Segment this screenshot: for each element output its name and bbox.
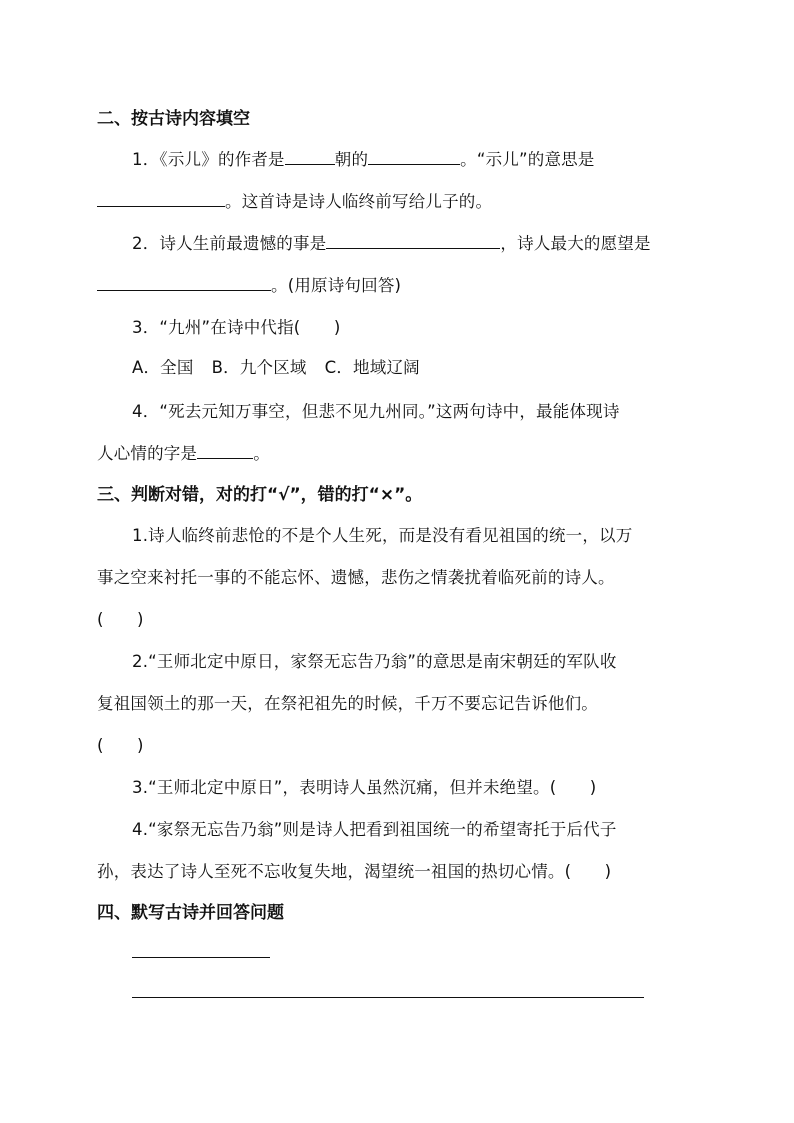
q2-text-c: 。(用原诗句回答) — [271, 276, 402, 295]
section-2-heading: 二、按古诗内容填空 — [97, 109, 250, 129]
j2-line-2: 复祖国领土的那一天，在祭祀祖先的时候，千万不要忘记告诉他们。 — [97, 694, 598, 713]
q4-text-c: 。 — [253, 444, 270, 463]
j1-answer-brackets[interactable]: ( ) — [97, 610, 144, 629]
j1-line-1: 1.诗人临终前悲怆的不是个人生死，而是没有看见祖国的统一，以万 — [132, 526, 633, 545]
q1-line-2 — [97, 188, 492, 212]
q2-blank-wish[interactable] — [97, 274, 271, 291]
poem-line-blank[interactable] — [132, 997, 644, 998]
q3-stem: 3．“九州”在诗中代指( ) — [132, 318, 341, 337]
j2-line-1: 2.“王师北定中原日，家祭无忘告乃翁”的意思是南宋朝廷的军队收 — [132, 652, 617, 671]
q2-text-a: 2．诗人生前最遗憾的事是 — [132, 234, 327, 253]
q1-line-1 — [132, 146, 595, 170]
j4-line-2: 孙，表达了诗人至死不忘收复失地，渴望统一祖国的热切心情。( ) — [97, 862, 612, 881]
q2-line-2 — [97, 272, 401, 296]
j1-line-2: 事之空来衬托一事的不能忘怀、遗憾，悲伤之情袭扰着临死前的诗人。 — [97, 568, 615, 587]
q3-options — [132, 354, 438, 378]
q4-line-1: 4．“死去元知万事空，但悲不见九州同。”这两句诗中，最能体现诗 — [132, 402, 620, 421]
q1-blank-dynasty[interactable] — [285, 148, 335, 165]
j2-answer-brackets[interactable]: ( ) — [97, 736, 144, 755]
q4-blank-word[interactable] — [197, 442, 253, 459]
q3-option-a[interactable]: A．全国 — [132, 358, 194, 377]
q1-text-a: 1．《示儿》的作者是 — [132, 150, 285, 169]
q1-blank-meaning[interactable] — [97, 190, 225, 207]
q3-option-c[interactable]: C．地域辽阔 — [324, 358, 420, 377]
j3-line-1: 3.“王师北定中原日”，表明诗人虽然沉痛，但并未绝望。( ) — [132, 778, 597, 797]
q2-text-b: ，诗人最大的愿望是 — [500, 234, 651, 253]
section-4-heading: 四、默写古诗并回答问题 — [97, 903, 284, 923]
q3-option-b[interactable]: B．九个区域 — [211, 358, 307, 377]
poem-title-blank[interactable] — [132, 957, 270, 958]
q2-blank-regret[interactable] — [326, 232, 500, 249]
q4-text-b: 人心情的字是 — [97, 444, 198, 463]
j4-line-1: 4.“家祭无忘告乃翁”则是诗人把看到祖国统一的希望寄托于后代子 — [132, 820, 617, 839]
q1-blank-author[interactable] — [368, 148, 460, 165]
section-3-heading: 三、判断对错，对的打“√”，错的打“×”。 — [97, 485, 423, 505]
q2-line-1 — [132, 230, 651, 254]
q1-text-b: 朝的 — [334, 150, 369, 169]
q4-line-2 — [97, 440, 270, 464]
q1-text-c: 。“示儿”的意思是 — [460, 150, 595, 169]
q1-text-d: 。这首诗是诗人临终前写给儿子的。 — [225, 192, 493, 211]
